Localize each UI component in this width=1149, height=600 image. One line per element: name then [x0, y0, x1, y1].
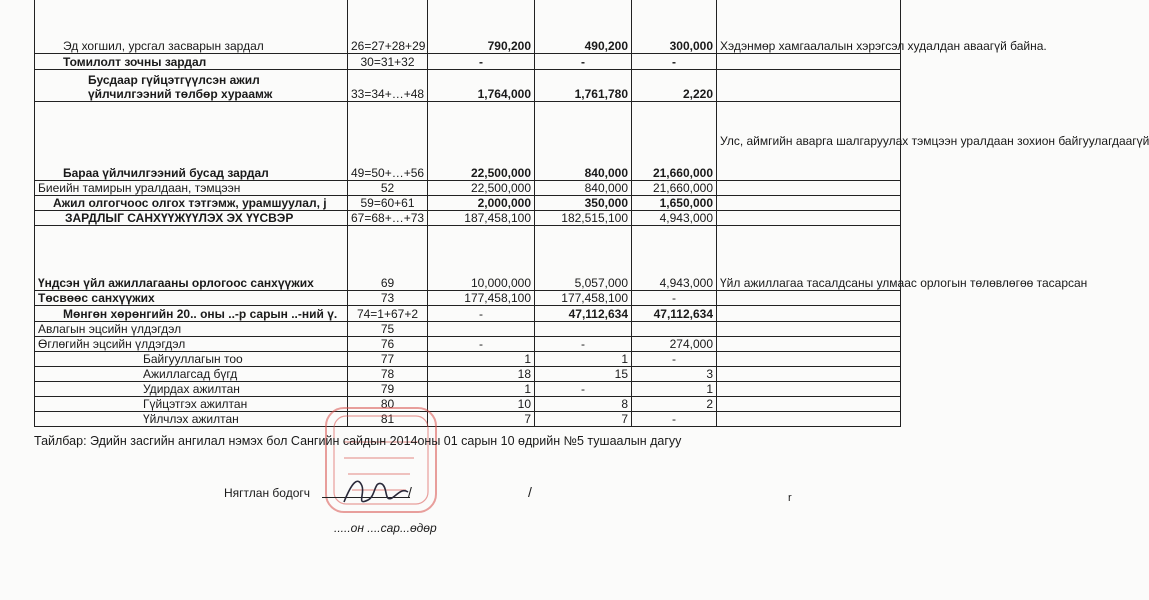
row-actual: 350,000 [535, 196, 632, 211]
row-note [717, 382, 901, 397]
row-name: Үйлчлэх ажилтан [35, 412, 348, 427]
row-name: Удирдах ажилтан [35, 382, 348, 397]
table-row [35, 322, 901, 337]
row-plan: 10 [428, 397, 535, 412]
row-actual [535, 322, 632, 337]
row-diff: 21,660,000 [632, 181, 717, 196]
row-name: Томилолт зочны зардал [35, 54, 348, 70]
table-row [35, 102, 901, 181]
row-code: 69 [348, 226, 428, 291]
table-row [35, 412, 901, 427]
row-note [717, 322, 901, 337]
row-plan: 187,458,100 [428, 211, 535, 226]
row-actual: 8 [535, 397, 632, 412]
row-diff: 300,000 [632, 0, 717, 54]
row-name: ЗАРДЛЫГ САНХҮҮЖҮҮЛЭХ ЭХ ҮҮСВЭР [35, 211, 348, 226]
date-placeholder: .....он ....сар...өдөр [334, 521, 437, 535]
footnote: Тайлбар: Эдийн засгийн ангилал нэмэх бол Сангийн сайдын 2014оны 01 сарын 10 өдрийн №5 тушаалын дагуу [34, 434, 682, 448]
row-code: 26=27+28+29 [348, 0, 428, 54]
row-plan: 2,000,000 [428, 196, 535, 211]
row-note [717, 412, 901, 427]
row-actual: 182,515,100 [535, 211, 632, 226]
row-diff: - [632, 412, 717, 427]
row-actual: 840,000 [535, 102, 632, 181]
accountant-label: Нягтлан бодогч [224, 486, 310, 500]
table-row [35, 0, 901, 54]
row-diff: 3 [632, 367, 717, 382]
row-note [717, 352, 901, 367]
row-note: Үйл ажиллагаа тасалдсаны улмаас орлогын төлөвлөгөө тасарсан [717, 226, 901, 291]
row-code: 30=31+32 [348, 54, 428, 70]
row-note [717, 337, 901, 352]
row-diff: 4,943,000 [632, 226, 717, 291]
row-actual: - [535, 382, 632, 397]
row-plan: 1,764,000 [428, 70, 535, 102]
row-name: Байгууллагын тоо [35, 352, 348, 367]
row-code: 81 [348, 412, 428, 427]
row-plan: - [428, 54, 535, 70]
row-code: 76 [348, 337, 428, 352]
row-actual: 47,112,634 [535, 306, 632, 322]
row-plan: - [428, 306, 535, 322]
row-diff: - [632, 54, 717, 70]
row-code: 52 [348, 181, 428, 196]
row-code: 67=68+…+73 [348, 211, 428, 226]
table-row [35, 306, 901, 322]
row-actual: 490,200 [535, 0, 632, 54]
row-diff: 4,943,000 [632, 211, 717, 226]
row-diff: - [632, 352, 717, 367]
slash-separator: / [528, 484, 532, 500]
row-diff [632, 322, 717, 337]
table-row [35, 382, 901, 397]
row-plan: 790,200 [428, 0, 535, 54]
row-code: 75 [348, 322, 428, 337]
row-diff: 47,112,634 [632, 306, 717, 322]
row-actual: 15 [535, 367, 632, 382]
row-diff: 21,660,000 [632, 102, 717, 181]
row-plan: 1 [428, 382, 535, 397]
row-name: Төсвөөс санхүүжих [35, 291, 348, 306]
row-actual: 177,458,100 [535, 291, 632, 306]
row-name: Эд хогшил, урсгал засварын зардал [35, 0, 348, 54]
row-actual: - [535, 337, 632, 352]
row-name: Авлагын эцсийн үлдэгдэл [35, 322, 348, 337]
table-row [35, 352, 901, 367]
row-actual: 1 [535, 352, 632, 367]
row-plan: - [428, 337, 535, 352]
row-diff: 2,220 [632, 70, 717, 102]
row-actual: 840,000 [535, 181, 632, 196]
row-name: Биеийн тамирын уралдаан, тэмцээн [35, 181, 348, 196]
row-actual: - [535, 54, 632, 70]
row-name: Мөнгөн хөрөнгийн 20.. оны ..-р сарын ..-ний ү. [35, 306, 348, 322]
row-note [717, 397, 901, 412]
row-note [717, 291, 901, 306]
row-note [717, 306, 901, 322]
row-plan: 18 [428, 367, 535, 382]
corner-mark: r [788, 492, 792, 504]
row-code: 79 [348, 382, 428, 397]
row-actual: 7 [535, 412, 632, 427]
row-note [717, 367, 901, 382]
expense-table [34, 0, 1149, 427]
row-diff: 274,000 [632, 337, 717, 352]
row-note [717, 70, 901, 102]
row-code: 49=50+…+56 [348, 102, 428, 181]
row-diff: 1,650,000 [632, 196, 717, 211]
row-plan: 177,458,100 [428, 291, 535, 306]
slash-separator: / [408, 484, 412, 500]
table-row [35, 291, 901, 306]
row-name: Бусдаар гүйцэтгүүлсэн ажил үйлчилгээний төлбөр хураамж [35, 70, 348, 102]
table-row [35, 181, 901, 196]
table-row [35, 54, 901, 70]
row-actual: 5,057,000 [535, 226, 632, 291]
row-plan: 1 [428, 352, 535, 367]
row-name: Ажил олгогчоос олгох тэтгэмж, урамшуулал, ј [35, 196, 348, 211]
row-plan: 22,500,000 [428, 102, 535, 181]
row-name: Ажиллагсад бүгд [35, 367, 348, 382]
row-plan: 22,500,000 [428, 181, 535, 196]
table-row [35, 337, 901, 352]
row-note: Улс, аймгийн аварга шалгаруулах тэмцээн уралдаан зохион байгуулагдаагүй [717, 102, 901, 181]
table-row [35, 211, 901, 226]
row-diff: - [632, 291, 717, 306]
row-plan: 7 [428, 412, 535, 427]
row-name: Үндсэн үйл ажиллагааны орлогоос санхүүжих [35, 226, 348, 291]
row-note [717, 181, 901, 196]
row-diff: 2 [632, 397, 717, 412]
row-note [717, 211, 901, 226]
table-row [35, 196, 901, 211]
row-code: 78 [348, 367, 428, 382]
row-code: 33=34+…+48 [348, 70, 428, 102]
row-code: 77 [348, 352, 428, 367]
table-row [35, 70, 901, 102]
row-note [717, 196, 901, 211]
row-note: Хэдэнмөр хамгаалалын хэрэгсэл худалдан аваагүй байна. [717, 0, 901, 54]
table-row [35, 367, 901, 382]
row-code: 59=60+61 [348, 196, 428, 211]
row-code: 73 [348, 291, 428, 306]
table-row [35, 226, 901, 291]
row-code: 80 [348, 397, 428, 412]
row-diff: 1 [632, 382, 717, 397]
row-name: Бараа үйлчилгээний бусад зардал [35, 102, 348, 181]
row-note [717, 54, 901, 70]
row-plan [428, 322, 535, 337]
row-plan: 10,000,000 [428, 226, 535, 291]
row-actual: 1,761,780 [535, 70, 632, 102]
row-name: Өглөгийн эцсийн үлдэгдэл [35, 337, 348, 352]
row-name: Гүйцэтгэх ажилтан [35, 397, 348, 412]
table-row [35, 397, 901, 412]
row-code: 74=1+67+2 [348, 306, 428, 322]
